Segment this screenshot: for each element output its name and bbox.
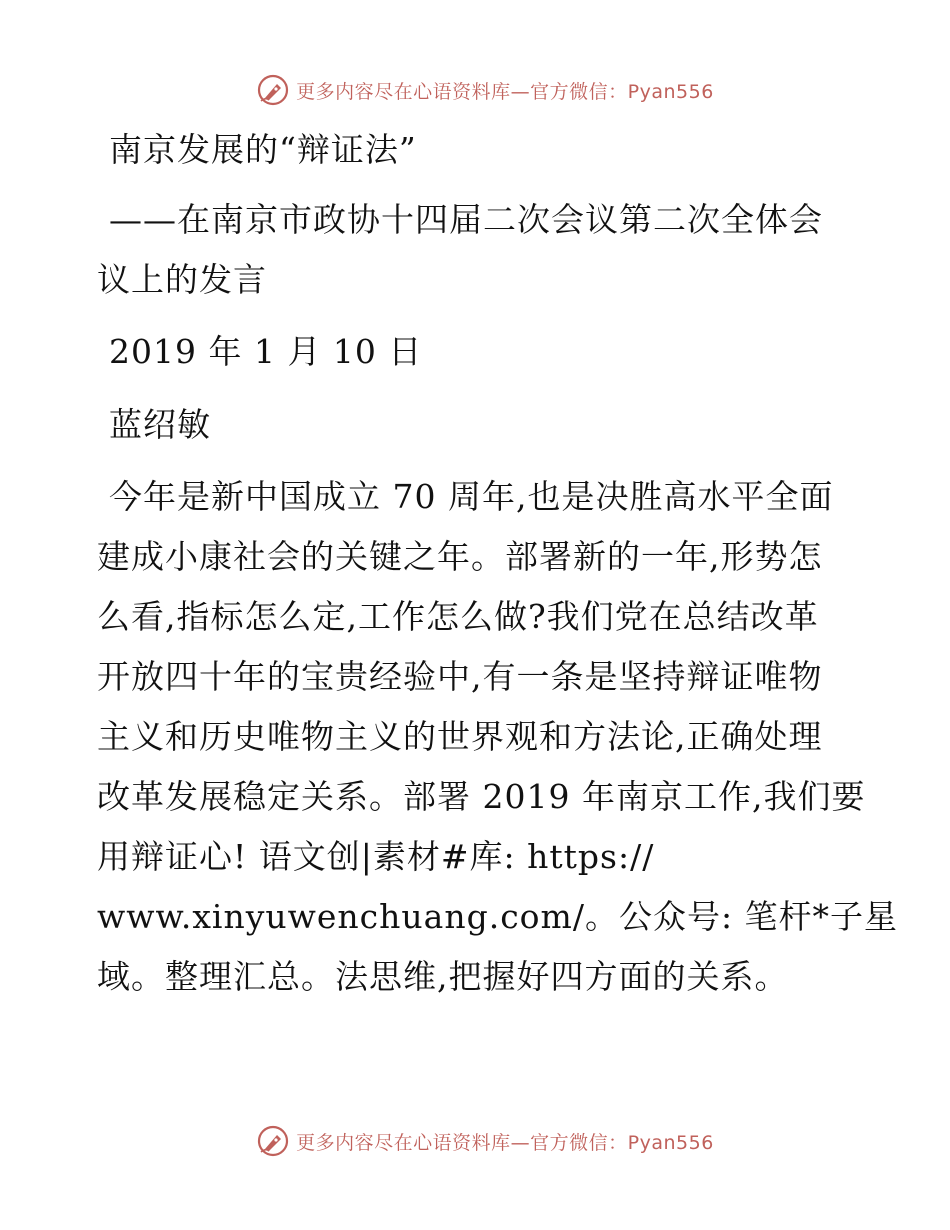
pen-nib-logo-icon	[256, 73, 290, 107]
body-paragraph-line: 开放四十年的宝贵经验中,有一条是坚持辩证唯物	[97, 657, 823, 696]
header-banner-content	[256, 73, 714, 107]
header-banner	[0, 70, 950, 110]
body-paragraph-line: 用辩证心! 语文创|素材#库: https://	[97, 837, 655, 876]
document-author: 蓝绍敏	[109, 405, 211, 444]
pen-nib-logo-icon	[256, 1124, 290, 1158]
document-subtitle-line-2: 议上的发言	[97, 260, 267, 299]
body-paragraph-line: www.xinyuwenchuang.com/。公众号: 笔杆*子星	[97, 897, 899, 936]
document-title: 南京发展的“辩证法”	[109, 130, 417, 169]
body-paragraph-line: 么看,指标怎么定,工作怎么做?我们党在总结改革	[97, 597, 819, 636]
footer-banner	[0, 1121, 950, 1161]
body-paragraph-line: 今年是新中国成立 70 周年,也是决胜高水平全面	[109, 477, 834, 516]
document-date: 2019 年 1 月 10 日	[109, 332, 423, 371]
document-body	[97, 120, 899, 1007]
footer-banner-text: 更多内容尽在心语资料库—官方微信：Pyan556	[296, 1131, 714, 1154]
body-paragraph-line: 建成小康社会的关键之年。部署新的一年,形势怎	[97, 537, 823, 576]
body-paragraph-line: 主义和历史唯物主义的世界观和方法论,正确处理	[97, 717, 823, 756]
body-paragraph-line: 域。整理汇总。法思维,把握好四方面的关系。	[97, 957, 789, 996]
body-paragraph-line: 改革发展稳定关系。部署 2019 年南京工作,我们要	[97, 777, 866, 816]
footer-banner-content	[256, 1124, 714, 1158]
document-subtitle-line-1: ——在南京市政协十四届二次会议第二次全体会	[109, 200, 823, 239]
header-banner-text: 更多内容尽在心语资料库—官方微信：Pyan556	[296, 80, 714, 103]
